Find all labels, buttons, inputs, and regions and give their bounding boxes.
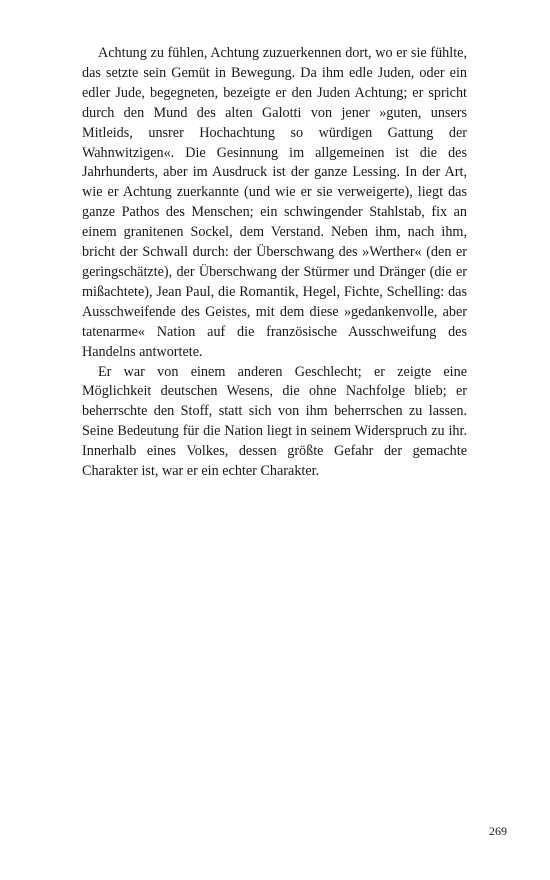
body-text: [82, 44, 467, 482]
paragraph: Er war von einem anderen Geschlecht; er zeigte eine Möglichkeit deutschen Wesens, die ohne Nachfolge blieb; er beherrschte den Stoff, statt sich von ihm beherrschen zu lassen. Seine Bedeutung für die Nation liegt in seinem Widerspruch zu ihr. Innerhalb eines Volkes, dessen größte Gefahr der gemachte Charakter ist, war er ein echter Charakter.: [82, 363, 467, 480]
paragraph: Achtung zu fühlen, Achtung zuzuerkennen dort, wo er sie fühlte, das setzte sein Gemüt in Bewegung. Da ihm edle Juden, oder ein edler Jude, begegneten, bezeigte er den Juden Achtung; er spricht durch den Mund des alten Galotti von jener »guten, unsers Mitleids, unsrer Hochachtung so würdigen Gattung der Wahnwitzigen«. Die Gesinnung im allgemeinen ist die des Jahrhunderts, aber im Ausdruck ist der ganze Lessing. In der Art, wie er Achtung zuerkannte (und wie er sie verweigerte), liegt das ganze Pathos des Menschen; ein schwingender Stahlstab, fix an einem granitenen Sockel, dem Verstand. Neben ihm, nach ihm, bricht der Schwall durch: der Überschwang des »Werther« (den er geringschätzte), der Überschwang der Stürmer und Dränger (die er mißachtete), Jean Paul, die Romantik, Hegel, Fichte, Schelling: das Ausschweifende des Geistes, mit dem diese »gedankenvolle, aber tatenarme« Nation auf die französische Ausschweifung des Handelns antwortete.: [82, 45, 467, 360]
page-number: 269: [489, 824, 507, 838]
